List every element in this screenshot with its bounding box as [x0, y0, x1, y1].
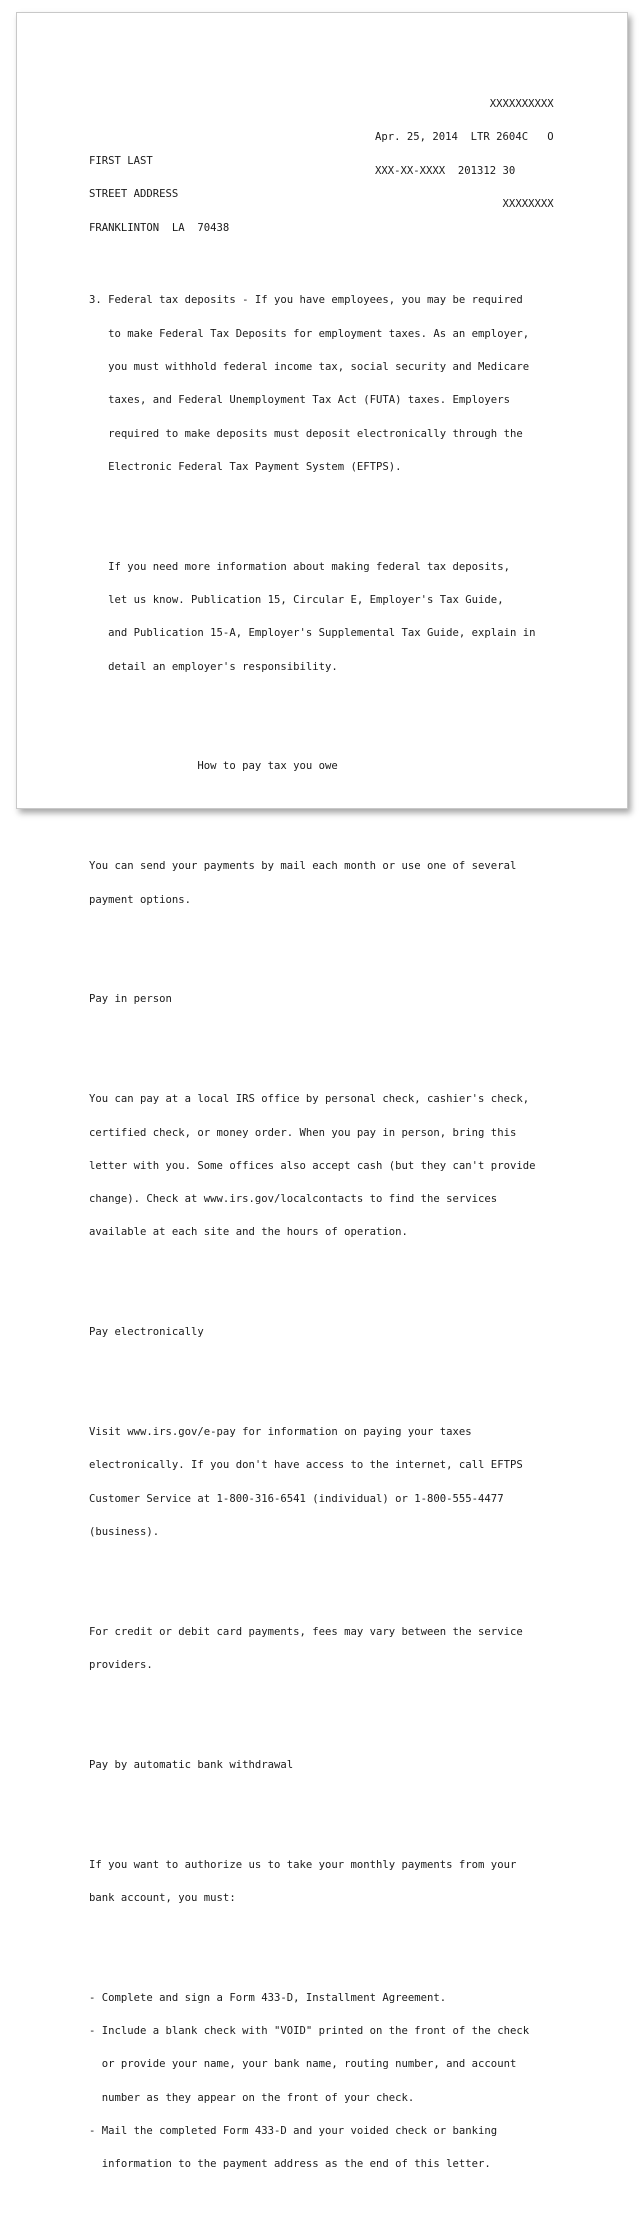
section-heading: Pay electronically: [89, 1326, 204, 1339]
how-to-pay-heading: [89, 739, 619, 794]
letter-header: [375, 77, 554, 232]
text-line: taxes, and Federal Unemployment Tax Act (FUTA) taxes. Employers: [89, 394, 510, 407]
text-line: If you want to authorize us to take your monthly payments from your: [89, 1858, 517, 1871]
list-item: number as they appear on the front of your check.: [89, 2091, 415, 2104]
deposits-paragraph: [89, 273, 619, 495]
header-line: XXXXXXXXXX: [375, 98, 554, 111]
header-line: XXXXXXXX: [375, 198, 554, 211]
recipient-city: FRANKLINTON LA 70438: [89, 221, 230, 234]
auto-withdrawal-heading: [89, 1738, 619, 1793]
list-item: - Mail the completed Form 433-D and your voided check or banking: [89, 2124, 498, 2137]
auto-withdrawal-paragraph: [89, 1838, 619, 1927]
text-line: electronically. If you don't have access to the internet, call EFTPS: [89, 1459, 523, 1472]
card-payments-paragraph: [89, 1605, 619, 1694]
intro-paragraph: [89, 839, 619, 928]
text-line: to make Federal Tax Deposits for employment taxes. As an employer,: [89, 327, 530, 340]
letter-body: [89, 240, 619, 2237]
requirements-list: [89, 1971, 619, 2193]
section-heading: Pay by automatic bank withdrawal: [89, 1758, 294, 1771]
text-line: and Publication 15-A, Employer's Supplemental Tax Guide, explain in: [89, 627, 536, 640]
text-line: you must withhold federal income tax, social security and Medicare: [89, 361, 530, 374]
recipient-street: STREET ADDRESS: [89, 188, 179, 201]
text-line: If you need more information about making federal tax deposits,: [89, 560, 510, 573]
header-line: Apr. 25, 2014 LTR 2604C O: [375, 131, 554, 144]
text-line: required to make deposits must deposit electronically through the: [89, 427, 523, 440]
text-line: Visit www.irs.gov/e-pay for information on paying your taxes: [89, 1426, 472, 1439]
text-line: let us know. Publication 15, Circular E, Employer's Tax Guide,: [89, 594, 504, 606]
text-line: bank account, you must:: [89, 1891, 236, 1904]
list-item: - Include a blank check with "VOID" printed on the front of the check: [89, 2025, 530, 2038]
list-item: information to the payment address as the end of this letter.: [89, 2158, 491, 2171]
pay-in-person-heading: [89, 972, 619, 1027]
pay-electronically-paragraph: [89, 1405, 619, 1560]
text-line: Customer Service at 1-800-316-6541 (individual) or 1-800-555-4477: [89, 1492, 504, 1505]
text-line: providers.: [89, 1659, 153, 1671]
recipient-name: FIRST LAST: [89, 155, 153, 168]
info-paragraph: [89, 540, 619, 695]
pay-in-person-paragraph: [89, 1072, 619, 1261]
text-line: certified check, or money order. When you pay in person, bring this: [89, 1126, 517, 1139]
text-line: 3. Federal tax deposits - If you have employees, you may be required: [89, 294, 523, 307]
text-line: letter with you. Some offices also accept cash (but they can't provide: [89, 1159, 536, 1172]
list-item: or provide your name, your bank name, routing number, and account: [89, 2058, 517, 2071]
text-line: payment options.: [89, 893, 192, 906]
text-line: You can pay at a local IRS office by personal check, cashier's check,: [89, 1093, 530, 1106]
text-line: (business).: [89, 1525, 160, 1538]
text-line: available at each site and the hours of operation.: [89, 1226, 408, 1239]
letter-page: [16, 12, 628, 2171]
section-heading: Pay in person: [89, 993, 172, 1006]
text-line: Electronic Federal Tax Payment System (EFTPS).: [89, 460, 402, 473]
text-line: For credit or debit card payments, fees may vary between the service: [89, 1625, 523, 1638]
header-line: XXX-XX-XXXX 201312 30: [375, 164, 516, 177]
section-heading: How to pay tax you owe: [89, 760, 338, 773]
pay-electronically-heading: [89, 1305, 619, 1360]
text-line: detail an employer's responsibility.: [89, 660, 338, 673]
list-item: - Complete and sign a Form 433-D, Installment Agreement.: [89, 1991, 447, 2004]
text-line: You can send your payments by mail each month or use one of several: [89, 860, 517, 873]
text-line: change). Check at www.irs.gov/localcontacts to find the services: [89, 1193, 498, 1206]
recipient-address: [89, 134, 229, 256]
